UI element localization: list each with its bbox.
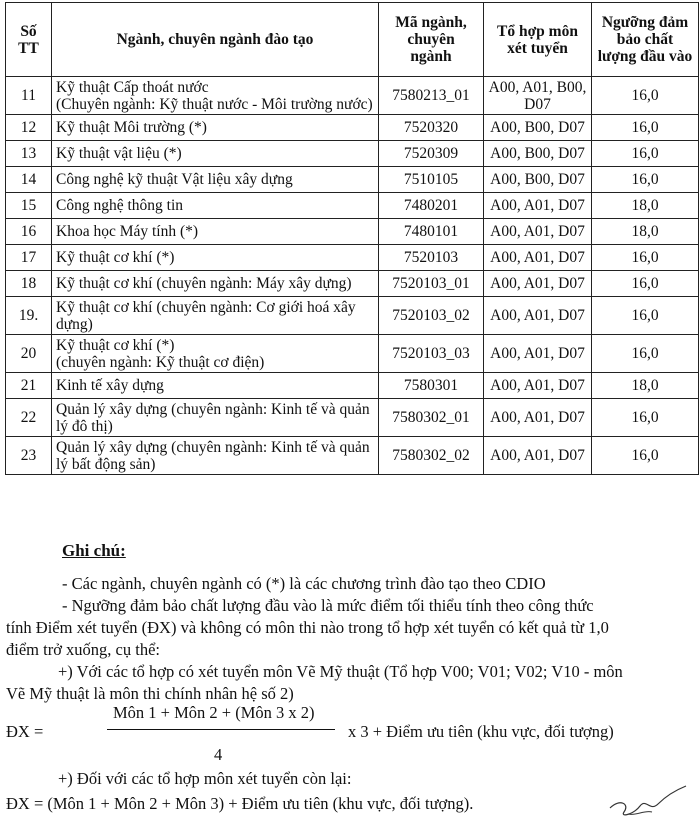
subject-combination: A00, A01, D07 <box>484 271 592 297</box>
note-threshold-line-3: điểm trở xuống, cụ thể: <box>6 640 160 659</box>
subject-combination: A00, A01, D07 <box>484 437 592 475</box>
minimum-score: 16,0 <box>592 77 699 115</box>
minimum-score: 16,0 <box>592 437 699 475</box>
minimum-score: 16,0 <box>592 399 699 437</box>
program-code: 7510105 <box>379 167 484 193</box>
program-code: 7520103_03 <box>379 335 484 373</box>
subject-combination: A00, A01, D07 <box>484 373 592 399</box>
minimum-score: 16,0 <box>592 141 699 167</box>
program-code: 7580213_01 <box>379 77 484 115</box>
program-name: Kỹ thuật cơ khí (chuyên ngành: Cơ giới hoá xây dựng) <box>52 297 379 335</box>
program-name: Công nghệ thông tin <box>52 193 379 219</box>
header-stt: Số TT <box>6 3 52 77</box>
formula-1-fraction-bar <box>107 729 335 730</box>
admissions-table <box>5 2 699 475</box>
subject-combination: A00, B00, D07 <box>484 141 592 167</box>
row-number: 16 <box>6 219 52 245</box>
table-row <box>6 373 699 399</box>
program-name: Kỹ thuật Môi trường (*) <box>52 115 379 141</box>
table-row <box>6 115 699 141</box>
table-row <box>6 219 699 245</box>
table-body <box>6 77 699 475</box>
subject-combination: A00, A01, D07 <box>484 335 592 373</box>
program-code: 7520103 <box>379 245 484 271</box>
minimum-score: 18,0 <box>592 373 699 399</box>
note-art-combo-line-1: +) Với các tổ hợp có xét tuyển môn Vẽ Mỹ thuật (Tổ hợp V00; V01; V02; V10 - môn <box>58 662 623 681</box>
minimum-score: 16,0 <box>592 245 699 271</box>
row-number: 18 <box>6 271 52 297</box>
subject-combination: A00, A01, D07 <box>484 399 592 437</box>
note-other-combos: +) Đối với các tổ hợp môn xét tuyển còn lại: <box>58 769 352 788</box>
formula-1-denominator: 4 <box>214 745 223 764</box>
table-row <box>6 399 699 437</box>
table-header-row <box>6 3 699 77</box>
minimum-score: 16,0 <box>592 167 699 193</box>
note-art-combo-line-2: Vẽ Mỹ thuật là môn thi chính nhân hệ số 2) <box>6 684 294 703</box>
header-program-code: Mã ngành, chuyên ngành <box>379 3 484 77</box>
row-number: 19. <box>6 297 52 335</box>
formula-1-rhs: x 3 + Điểm ưu tiên (khu vực, đối tượng) <box>348 722 614 741</box>
table-row <box>6 167 699 193</box>
program-name: Kỹ thuật cơ khí (*) (chuyên ngành: Kỹ thuật cơ điện) <box>52 335 379 373</box>
table-row <box>6 297 699 335</box>
signature-scribble <box>600 768 690 821</box>
minimum-score: 18,0 <box>592 193 699 219</box>
program-code: 7580301 <box>379 373 484 399</box>
subject-combination: A00, A01, D07 <box>484 193 592 219</box>
program-code: 7520103_01 <box>379 271 484 297</box>
minimum-score: 16,0 <box>592 271 699 297</box>
program-name: Kỹ thuật cơ khí (*) <box>52 245 379 271</box>
row-number: 12 <box>6 115 52 141</box>
program-name: Quản lý xây dựng (chuyên ngành: Kinh tế và quản lý đô thị) <box>52 399 379 437</box>
table-row <box>6 193 699 219</box>
table-row <box>6 437 699 475</box>
row-number: 20 <box>6 335 52 373</box>
row-number: 15 <box>6 193 52 219</box>
program-name: Kinh tế xây dựng <box>52 373 379 399</box>
program-name: Khoa học Máy tính (*) <box>52 219 379 245</box>
program-code: 7480201 <box>379 193 484 219</box>
subject-combination: A00, A01, D07 <box>484 245 592 271</box>
row-number: 17 <box>6 245 52 271</box>
subject-combination: A00, B00, D07 <box>484 115 592 141</box>
table-row <box>6 141 699 167</box>
program-name: Kỹ thuật vật liệu (*) <box>52 141 379 167</box>
subject-combination: A00, A01, B00, D07 <box>484 77 592 115</box>
header-minimum-score: Ngưỡng đảm bảo chất lượng đầu vào <box>592 3 699 77</box>
table-row <box>6 271 699 297</box>
note-threshold-line-1: - Ngưỡng đảm bảo chất lượng đầu vào là mức điểm tối thiểu tính theo công thức <box>62 596 594 615</box>
program-name: Kỹ thuật cơ khí (chuyên ngành: Máy xây dựng) <box>52 271 379 297</box>
table-row <box>6 335 699 373</box>
subject-combination: A00, B00, D07 <box>484 167 592 193</box>
minimum-score: 16,0 <box>592 115 699 141</box>
program-code: 7520309 <box>379 141 484 167</box>
notes-title: Ghi chú: <box>62 541 126 560</box>
formula-2: ĐX = (Môn 1 + Môn 2 + Môn 3) + Điểm ưu tiên (khu vực, đối tượng). <box>6 794 474 813</box>
program-code: 7520103_02 <box>379 297 484 335</box>
formula-1-numerator: Môn 1 + Môn 2 + (Môn 3 x 2) <box>113 703 315 722</box>
subject-combination: A00, A01, D07 <box>484 219 592 245</box>
program-code: 7480101 <box>379 219 484 245</box>
formula-1-lhs: ĐX = <box>6 722 44 741</box>
program-name: Quản lý xây dựng (chuyên ngành: Kinh tế và quản lý bất động sản) <box>52 437 379 475</box>
note-cdio: - Các ngành, chuyên ngành có (*) là các chương trình đào tạo theo CDIO <box>62 574 546 593</box>
header-program-name: Ngành, chuyên ngành đào tạo <box>52 3 379 77</box>
row-number: 23 <box>6 437 52 475</box>
program-name: Kỹ thuật Cấp thoát nước (Chuyên ngành: Kỹ thuật nước - Môi trường nước) <box>52 77 379 115</box>
minimum-score: 18,0 <box>592 219 699 245</box>
program-code: 7580302_02 <box>379 437 484 475</box>
table-row <box>6 245 699 271</box>
row-number: 22 <box>6 399 52 437</box>
row-number: 14 <box>6 167 52 193</box>
minimum-score: 16,0 <box>592 335 699 373</box>
note-threshold-line-2: tính Điểm xét tuyển (ĐX) và không có môn thi nào trong tổ hợp xét tuyển có kết quả từ 1,0 <box>6 618 609 637</box>
row-number: 11 <box>6 77 52 115</box>
row-number: 13 <box>6 141 52 167</box>
subject-combination: A00, A01, D07 <box>484 297 592 335</box>
table-row <box>6 77 699 115</box>
program-name: Công nghệ kỹ thuật Vật liệu xây dựng <box>52 167 379 193</box>
row-number: 21 <box>6 373 52 399</box>
program-code: 7580302_01 <box>379 399 484 437</box>
minimum-score: 16,0 <box>592 297 699 335</box>
program-code: 7520320 <box>379 115 484 141</box>
header-subject-combination: Tổ hợp môn xét tuyển <box>484 3 592 77</box>
